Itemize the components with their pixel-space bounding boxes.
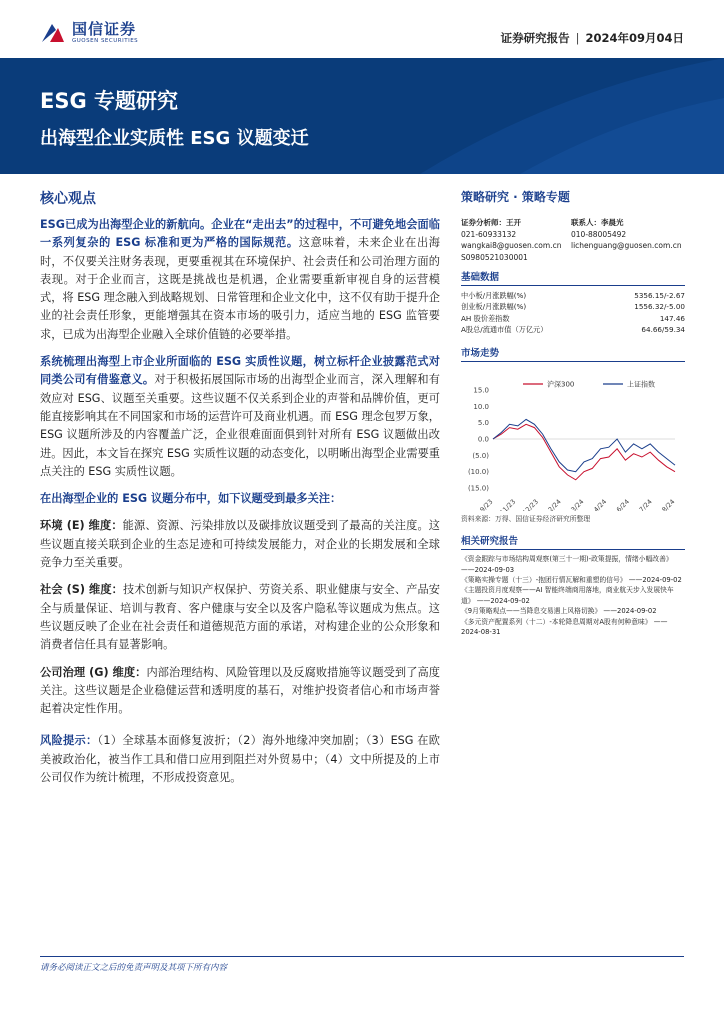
x-tick-label: 11/23	[498, 497, 518, 512]
core-views-section	[40, 188, 440, 796]
paragraph-1-text: 这意味着，未来企业在出海时，不仅要关注财务表现，更要重视其在环境保护、社会责任和公司治理方面的表现。对于企业而言，这既是挑战也是机遇，企业需要重新审视自身的运营模式，将 ESG 理念融入到战略规划、日常管理和企业文化中，这不仅有助于提升企业的社会责任形象，更能增强其在资本市场的吸引力，适应当地的 ESG 监管要求，已成为出海型企业融入全球价值链的必要举措。	[40, 236, 440, 341]
related-report-item[interactable]: 《9月策略观点——当降息交易遇上风格切换》 ——2024-09-02	[461, 607, 657, 616]
risk-label: 风险提示：	[40, 734, 98, 748]
y-tick-label: (15.0)	[467, 484, 489, 493]
related-report-item[interactable]: 《多元资产配置系列（十二）-本轮降息周期对A股有何种意味》 ——2024-08-31	[461, 617, 668, 637]
series-line-hs300	[493, 424, 675, 480]
paragraph-2-text: 对于积极拓展国际市场的出海型企业而言，深入理解和有效应对 ESG、议题至关重要。这些议题不仅关系到企业的声誉和品牌价值，更可能直接影响其在不同国家和市场的运营许可及商业机遇。而 ESG 理念包罗万象，ESG 议题所涉及的内容覆盖广泛，企业很难面面俱到针对所有 ESG 议题做出改进。因此，本文旨在探究 ESG 实质性议题的动态变化，以明晰出海型企业需要重点关注的 ESG 实质性议题。	[40, 373, 440, 478]
analyst-phone: 021-60933132	[461, 229, 517, 239]
x-tick-label: 4/24	[592, 497, 609, 512]
report-series-title: ESG 专题研究	[40, 89, 179, 113]
section-title-core: 核心观点	[40, 191, 96, 207]
related-report-item[interactable]: 《策略实操专题（十三）-抱团行情瓦解和重塑的信号》 ——2024-09-02	[461, 576, 682, 584]
paragraph-2-highlight: 系统梳理出海型上市企业所面临的 ESG 实质性议题，树立标杆企业披露范式对同类公司有借鉴意义。	[40, 355, 440, 387]
data-row	[461, 301, 685, 312]
report-meta	[501, 30, 684, 46]
paragraph-governance	[40, 664, 440, 719]
analyst-email: wangkai8@guosen.com.cn	[461, 241, 562, 250]
y-tick-label: (10.0)	[467, 468, 489, 477]
paragraph-3	[40, 490, 440, 508]
analyst-name: 证券分析师：王开	[461, 218, 521, 227]
paragraph-1	[40, 216, 440, 344]
x-tick-label: 12/23	[521, 497, 540, 512]
market-trend-heading: 市场走势	[461, 345, 685, 362]
environment-text: 能源、资源、污染排放以及碳排放议题受到了最高的关注度。这些议题直接关联到企业的生态足迹和可持续发展能力，对企业的长期发展和全球竞争力至关重要。	[40, 519, 440, 570]
y-tick-label: 10.0	[473, 403, 489, 412]
paragraph-social	[40, 581, 440, 654]
related-report-item[interactable]: 《主题投资月度观察——AI 智能终端商用落地，商业航天步入发展快车道》 ——2024-09-02	[461, 586, 674, 605]
banner-decoration	[0, 58, 724, 174]
report-date: 2024年09月04日	[585, 31, 684, 45]
meta-separator: |	[575, 31, 580, 45]
paragraph-risk	[40, 732, 440, 787]
y-tick-label: 15.0	[473, 386, 489, 395]
risk-text: （1）全球基本面修复波折；（2）海外地缘冲突加剧；（3）ESG 在欧美被政治化，被当作工具和借口应用到阻拦对外贸易中；（4）文中所提及的上市公司仅作为统计梳理，不形成投资意见。	[40, 734, 440, 785]
sidebar	[461, 188, 685, 637]
trend-chart-svg	[461, 376, 685, 511]
contact-phone: 010-88005492	[571, 229, 627, 239]
data-label: AH 股价差指数	[461, 313, 510, 323]
y-tick-label: (5.0)	[472, 452, 489, 461]
governance-label: 公司治理 (G) 维度：	[40, 665, 147, 679]
y-tick-label: 0.0	[477, 435, 489, 444]
data-label: 创业板/月涨跌幅(%)	[461, 302, 527, 312]
legend-label: 上证指数	[627, 380, 655, 389]
related-reports-list	[461, 554, 685, 637]
paragraph-3-highlight: 在出海型企业的 ESG 议题分布中，如下议题受到最多关注：	[40, 492, 342, 506]
data-row	[461, 290, 685, 301]
sidebar-heading: 策略研究 · 策略专题	[461, 190, 570, 204]
chart-source: 资料来源：万得、国信证券经济研究所整理	[461, 515, 591, 524]
paragraph-environment	[40, 517, 440, 572]
data-label: A股总/流通市值（万亿元）	[461, 324, 548, 334]
x-tick-label: 9/23	[478, 497, 495, 512]
related-report-item[interactable]: 《资金跟踪与市场结构周观察(第三十一期)-政策提振，情绪小幅改善》 ——2024-09-03	[461, 555, 673, 574]
brand-logo	[40, 20, 138, 46]
x-tick-label: 2/24	[546, 497, 563, 512]
x-tick-label: 7/24	[637, 497, 654, 512]
report-type: 证券研究报告	[500, 31, 570, 45]
data-value: 5356.15/-2.67	[634, 291, 685, 300]
data-row	[461, 324, 685, 335]
x-tick-label: 6/24	[614, 497, 631, 512]
paragraph-1-highlight: ESG已成为出海型企业的新航向。企业在“走出去”的过程中，不可避免地会面临一系列复杂的 ESG 标准和更为严格的国际规范。	[40, 218, 440, 250]
basic-data-heading: 基础数据	[461, 269, 685, 286]
x-tick-label: 3/24	[569, 497, 586, 512]
y-tick-label: 5.0	[477, 419, 489, 428]
data-row	[461, 313, 685, 324]
data-value: 64.66/59.34	[641, 324, 685, 334]
data-label: 中小板/月涨跌幅(%)	[461, 291, 527, 300]
related-reports-heading: 相关研究报告	[461, 533, 685, 550]
basic-data-table	[461, 290, 685, 335]
contact-email: lichenguang@guosen.com.cn	[571, 241, 682, 250]
footer-divider	[40, 956, 684, 957]
contact-name: 联系人：李晨光	[571, 218, 624, 227]
analyst-info	[461, 217, 685, 263]
social-text: 技术创新与知识产权保护、劳资关系、职业健康与安全、产品安全与质量保证、培训与教育、客户健康与安全以及客户隐私等议题成为焦点。这些议题反映了企业在社会责任和道德规范方面的承诺，对构建企业的公众形象和消费者信任具有显著影响。	[40, 583, 440, 652]
analyst-cert: S0980521030001	[461, 252, 528, 262]
footer-disclaimer: 请务必阅读正文之后的免责声明及其项下所有内容	[40, 963, 228, 973]
x-tick-label: 8/24	[660, 497, 677, 512]
logo-name: 国信证券	[72, 20, 137, 38]
guosen-logo-icon	[40, 20, 66, 46]
data-value: 1556.32/-5.00	[634, 302, 685, 312]
market-trend-chart	[461, 376, 685, 511]
governance-text: 内部治理结构、风险管理以及反腐败措施等议题受到了高度关注。这些议题是企业稳健运营和透明度的基石，对维护投资者信心和市场声誉起着决定性作用。	[40, 665, 440, 716]
report-title: 出海型企业实质性 ESG 议题变迁	[40, 128, 309, 149]
logo-subtitle: GUOSEN SECURITIES	[72, 38, 139, 44]
paragraph-2	[40, 353, 440, 481]
title-banner	[0, 58, 724, 174]
environment-label: 环境 (E) 维度：	[40, 519, 123, 533]
social-label: 社会 (S) 维度：	[40, 583, 123, 597]
legend-label: 沪深300	[547, 380, 575, 389]
data-value: 147.46	[659, 313, 685, 323]
